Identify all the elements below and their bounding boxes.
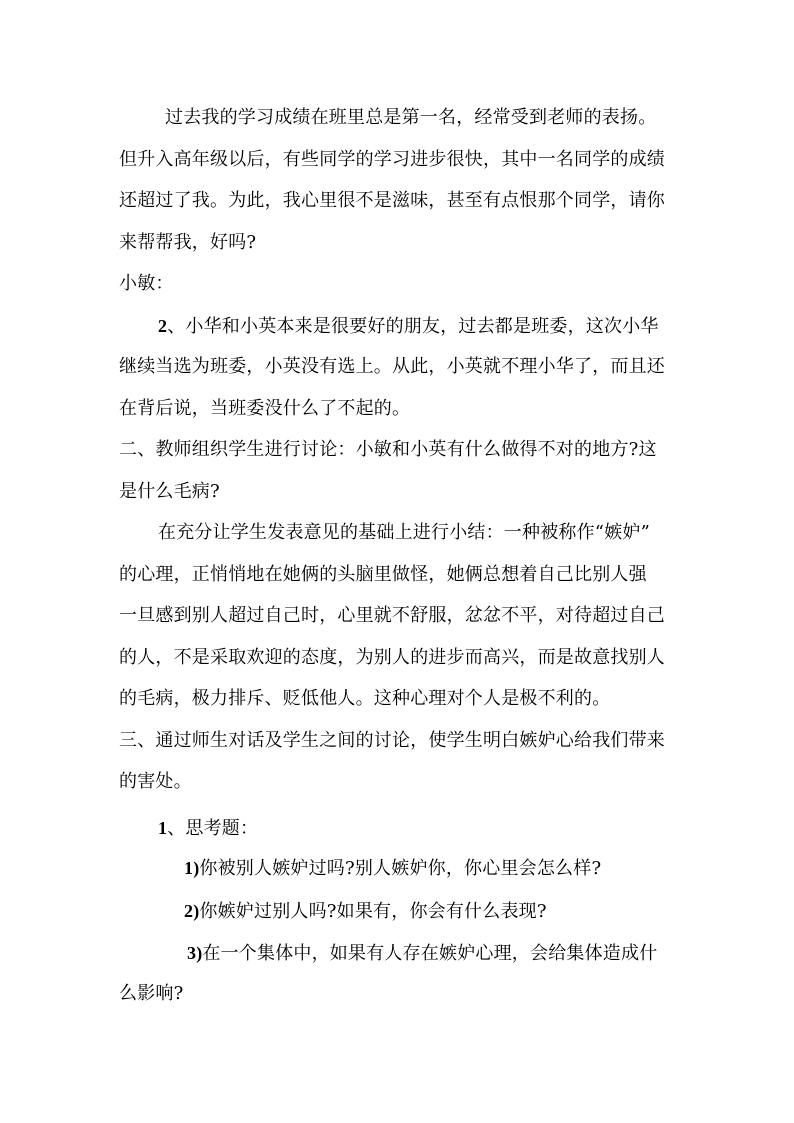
question-3-continued: 么影响? <box>119 983 184 1004</box>
line-text: 你被别人嫉妒过吗?别人嫉妒你，你心里会怎么样? <box>199 858 602 879</box>
paragraph-line-6 <box>158 315 659 338</box>
section-heading-3: 三、通过师生对话及学生之间的讨论，使学生明白嫉妒心给我们带来 <box>119 730 665 751</box>
item-number: 3) <box>187 943 203 963</box>
paragraph-line-4: 来帮帮我，好吗? <box>119 232 257 253</box>
question-3 <box>187 942 657 965</box>
speaker-label: 小敏： <box>119 273 174 294</box>
item-number: 2 <box>158 316 168 336</box>
paragraph-line-1: 过去我的学习成绩在班里总是第一名，经常受到老师的表扬。 <box>165 107 657 128</box>
paragraph-line-2: 但升入高年级以后，有些同学的学习进步很快，其中一名同学的成绩 <box>119 149 665 170</box>
paragraph-line-7: 继续当选为班委，小英没有选上。从此，小英就不理小华了，而且还 <box>119 356 665 377</box>
question-1 <box>184 857 601 880</box>
question-2 <box>184 900 547 923</box>
paragraph-line-11: 在充分让学生发表意见的基础上进行小结：一种被称作“嫉妒” <box>158 522 651 543</box>
line-text: 在一个集体中，如果有人存在嫉妒心理，会给集体造成什 <box>202 943 658 964</box>
line-text: 你嫉妒过别人吗?如果有，你会有什么表现? <box>199 901 547 922</box>
paragraph-line-3: 还超过了我。为此，我心里很不是滋味，甚至有点恨那个同学，请你 <box>119 190 665 211</box>
paragraph-line-12: 的心理，正悄悄地在她俩的头脑里做怪，她俩总想着自己比别人强 <box>119 564 647 585</box>
item-number: 1) <box>184 858 200 878</box>
paragraph-line-8: 在背后说，当班委没什么了不起的。 <box>119 398 411 419</box>
list-heading-questions <box>158 817 258 840</box>
paragraph-line-14: 的人，不是采取欢迎的态度，为别人的进步而高兴，而是故意找别人 <box>119 647 665 668</box>
paragraph-line-17: 的害处。 <box>119 771 192 792</box>
item-number: 1 <box>158 818 168 838</box>
paragraph-line-10: 是什么毛病? <box>119 481 220 502</box>
paragraph-line-13: 一旦感到别人超过自己时，心里就不舒服，忿忿不平，对待超过自己 <box>119 605 665 626</box>
item-number: 2) <box>184 901 200 921</box>
section-heading-2: 二、教师组织学生进行讨论：小敏和小英有什么做得不对的地方?这 <box>119 439 657 460</box>
line-text: 、思考题： <box>167 818 259 839</box>
line-text: 、小华和小英本来是很要好的朋友，过去都是班委，这次小华 <box>167 316 659 337</box>
paragraph-line-15: 的毛病，极力排斥、贬低他人。这种心理对个人是极不利的。 <box>119 688 611 709</box>
